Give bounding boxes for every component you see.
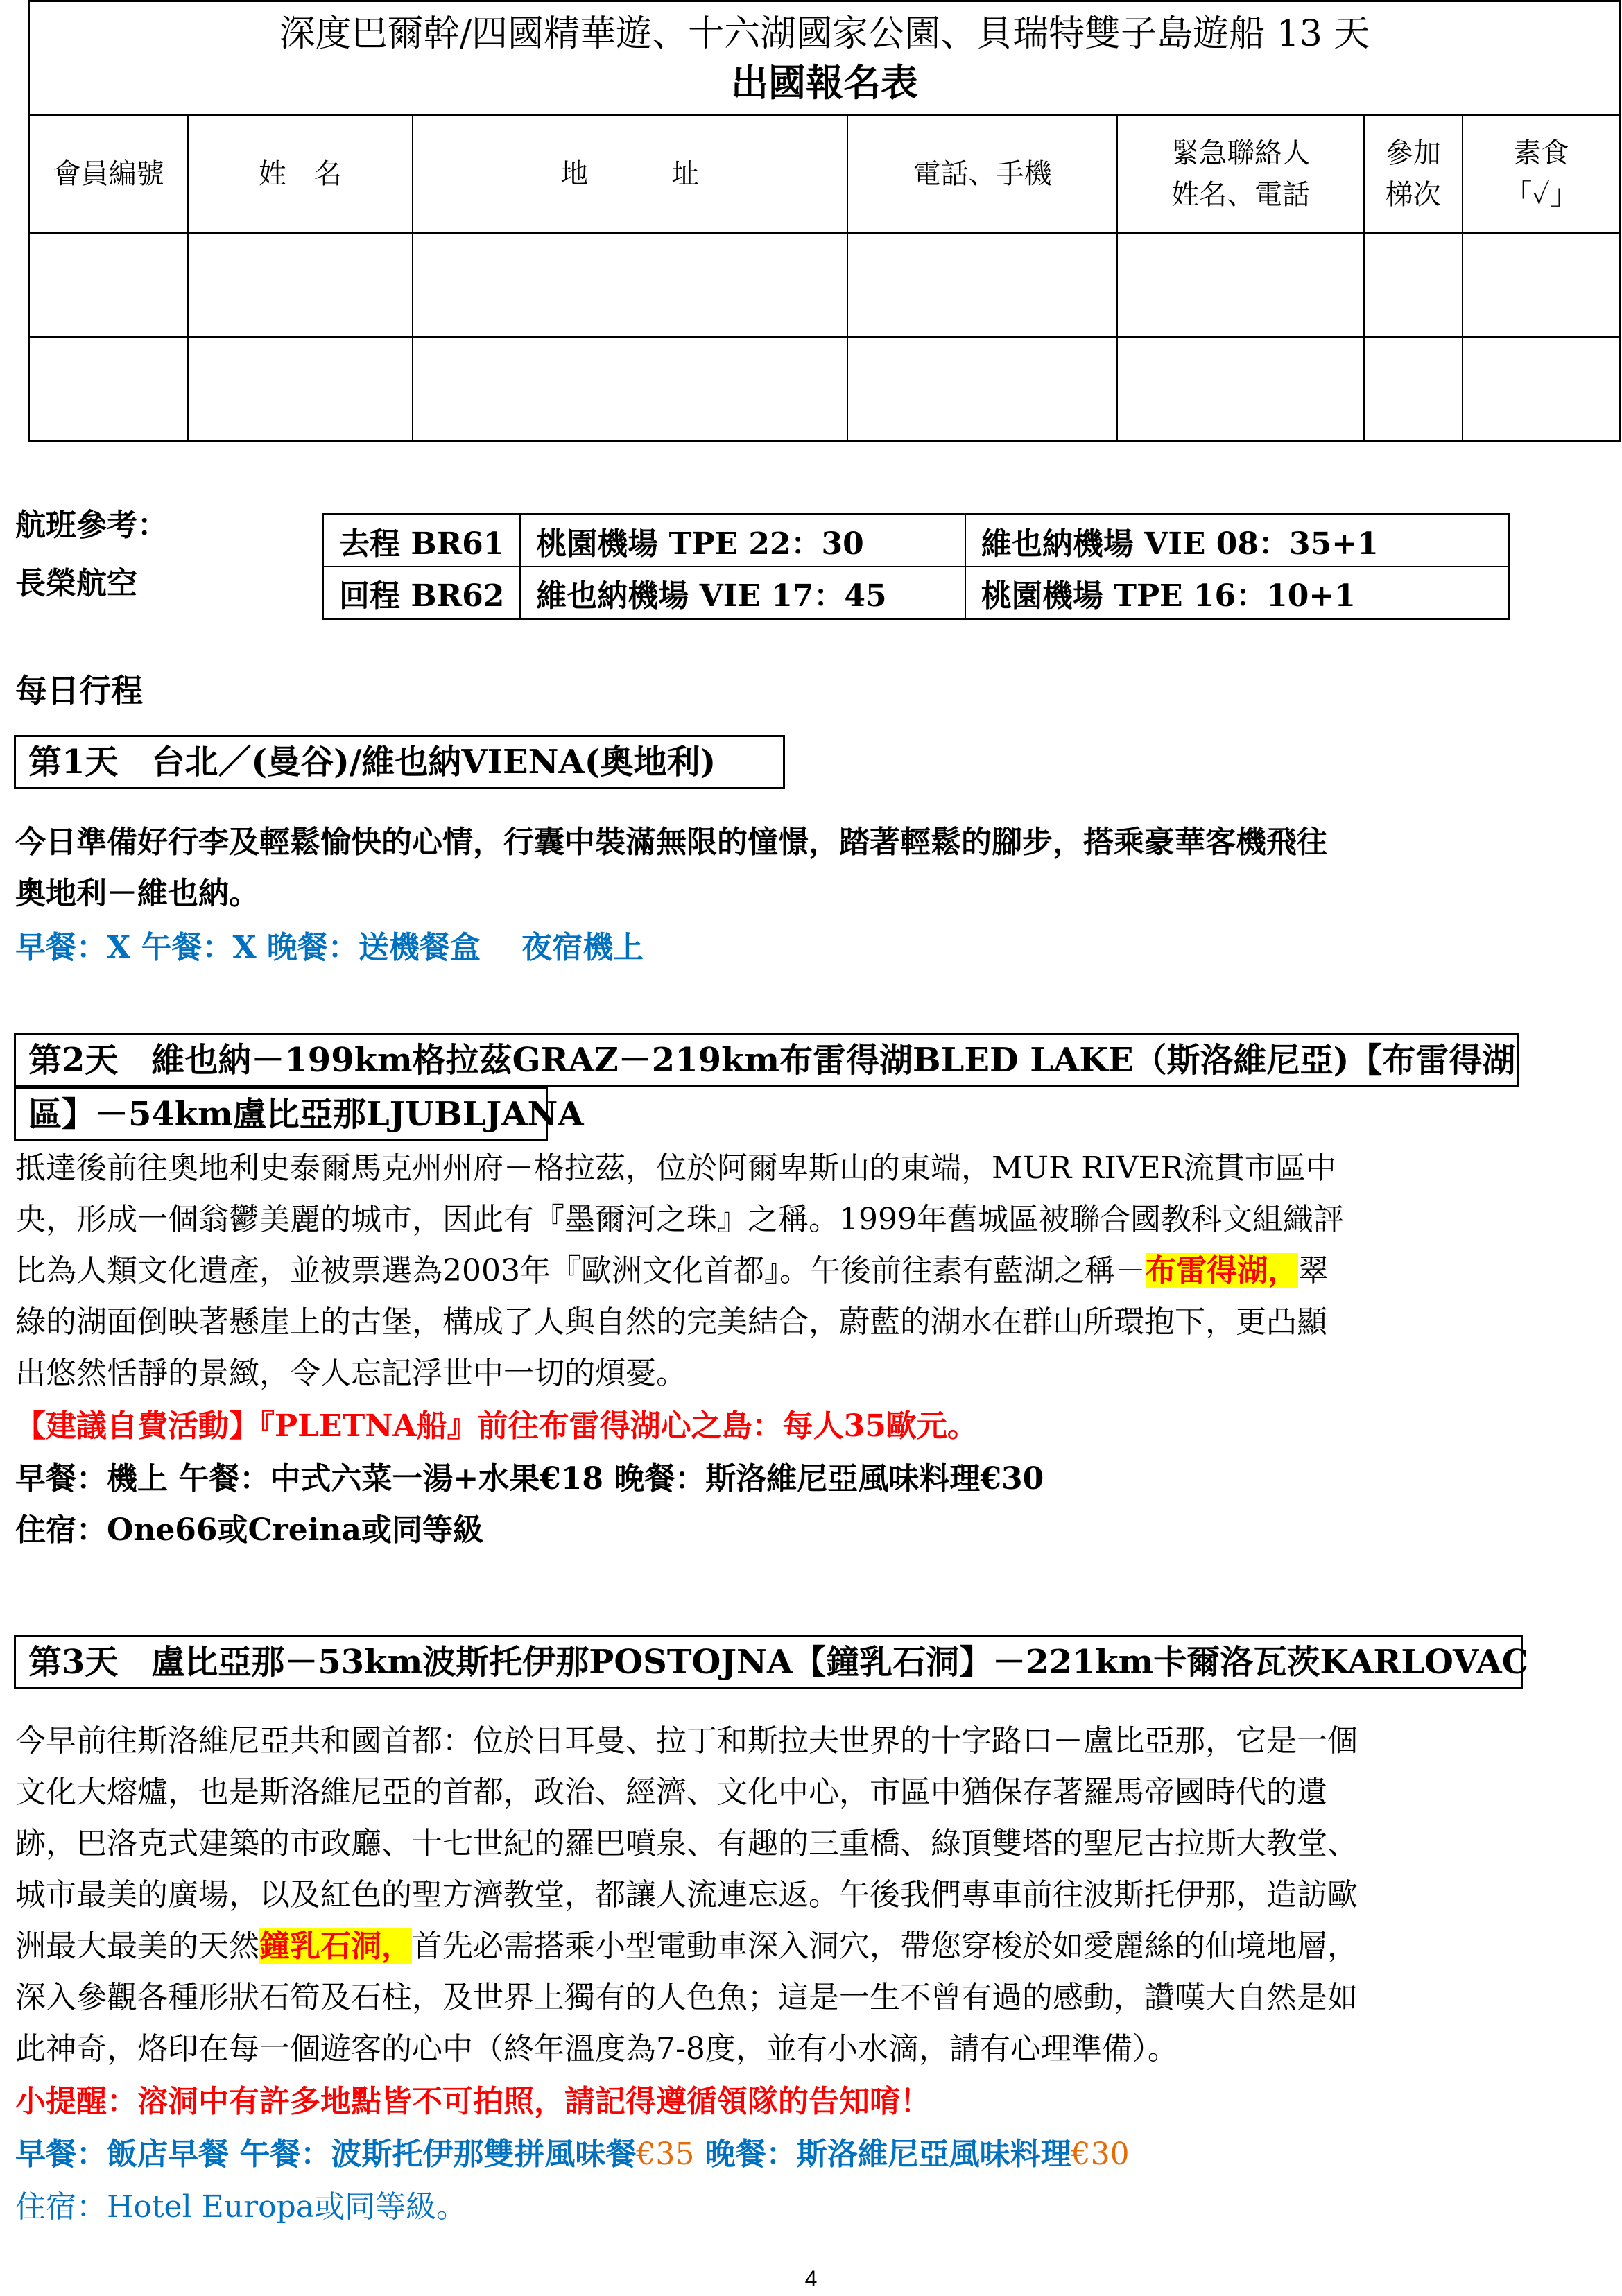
day3-lunch-price: €35 [636,2137,695,2172]
day2-line3-tail: 翠 [1297,1253,1329,1288]
day2-line3-text: 比為人類文化遺產，並被票選為2003年『歐洲文化首都』。午後前往素有藍湖之稱－ [15,1253,1146,1288]
day1-title: 第1天 台北／(曼谷)/維也納VIENA(奧地利) [14,735,785,789]
address-field[interactable] [413,233,847,337]
airline-name: 長榮航空 [15,566,137,601]
flight-departure: 桃園機場 TPE 22：30 [520,515,965,567]
col-phone: 電話、手機 [847,115,1117,233]
col-batch [1364,115,1463,233]
day2-title-line1: 第2天 維也納－199km格拉茲GRAZ－219km布雷得湖BLED LAKE（斯洛維尼亞)【布雷得湖 [14,1033,1519,1087]
flight-departure: 維也納機場 VIE 17：45 [520,567,965,619]
flight-arrival: 桃園機場 TPE 16：10+1 [965,567,1510,619]
form-row [29,233,1621,337]
phone-field[interactable] [847,233,1117,337]
day3-reminder: 小提醒：溶洞中有許多地點皆不可拍照，請記得遵循領隊的告知唷！ [15,2084,931,2119]
flight-table [322,513,1510,620]
form-subtitle: 出國報名表 [731,60,918,105]
day2-desc-line4: 綠的湖面倒映著懸崖上的古堡，構成了人與自然的完美結合，蔚藍的湖水在群山所環抱下，更凸顯 [15,1304,1327,1340]
day3-meals [15,2129,1130,2180]
col-address: 地 址 [413,115,847,233]
col-batch-line1: 參加 [1385,137,1441,169]
form-row [29,337,1621,442]
page-number: 4 [804,2266,818,2291]
day3-desc-line1: 今早前往斯洛維尼亞共和國首都：位於日耳曼、拉丁和斯拉夫世界的十字路口－盧比亞那，它是一個 [15,1723,1358,1759]
col-veg-line2: 「✓」 [1504,179,1578,211]
flight-label: 航班參考： [15,508,168,543]
col-batch-line2: 梯次 [1385,179,1441,211]
day3-line5-text: 洲最大最美的天然 [15,1928,259,1964]
day3-meals-lunch: 早餐：飯店早餐 午餐：波斯托伊那雙拼風味餐 [15,2137,637,2172]
col-member-id: 會員編號 [29,115,189,233]
day2-desc-line5: 出悠然恬靜的景緻，令人忘記浮世中一切的煩憂。 [15,1356,687,1391]
flight-code: 去程 BR61 [323,515,521,567]
daily-itinerary-heading: 每日行程 [15,672,143,709]
day1-desc-line2: 奧地利－維也納。 [15,876,259,911]
stalactite-cave-highlight: 鐘乳石洞， [259,1928,412,1964]
address-field[interactable] [413,337,847,442]
day2-meals: 早餐：機上 午餐：中式六菜一湯+水果€18 晚餐：斯洛維尼亞風味料理€30 [15,1461,1044,1496]
day3-desc-line6: 深入參觀各種形狀石筍及石柱，及世界上獨有的人色魚；這是一生不曾有過的感動，讚嘆大自然是如 [15,1980,1358,2015]
day3-desc-line4: 城市最美的廣場，以及紅色的聖方濟教堂，都讓人流連忘返。午後我們專車前往波斯托伊那，造訪歐 [15,1877,1358,1913]
col-emergency-line1: 緊急聯絡人 [1171,137,1311,169]
batch-field[interactable] [1364,233,1463,337]
col-emergency-line2: 姓名、電話 [1171,179,1311,211]
day1-desc-line1: 今日準備好行李及輕鬆愉快的心情，行囊中裝滿無限的憧憬，踏著輕鬆的腳步，搭乘豪華客機飛往 [15,825,1327,860]
day3-hotel: 住宿：Hotel Europa或同等級。 [15,2189,467,2225]
day3-line5-tail: 首先必需搭乘小型電動車深入洞穴，帶您穿梭於如愛麗絲的仙境地層， [412,1928,1358,1964]
registration-form [28,0,1621,442]
day3-desc-line3: 跡，巴洛克式建築的市政廳、十七世紀的羅巴噴泉、有趣的三重橋、綠頂雙塔的聖尼古拉斯大教堂、 [15,1826,1358,1861]
day2-desc-line3 [15,1245,1329,1297]
batch-field[interactable] [1364,337,1463,442]
col-name: 姓 名 [188,115,413,233]
col-vegetarian [1463,115,1621,233]
day3-title: 第3天 盧比亞那－53km波斯托伊那POSTOJNA【鐘乳石洞】－221km卡爾洛瓦茨KARLOVAC [14,1635,1523,1689]
member-id-field[interactable] [29,233,189,337]
vegetarian-field[interactable] [1463,233,1621,337]
vegetarian-field[interactable] [1463,337,1621,442]
col-emergency-contact [1117,115,1364,233]
day1-meals: 早餐：X 午餐：X 晚餐：送機餐盒 夜宿機上 [15,930,644,965]
form-title-cell [29,1,1621,116]
day2-optional-activity: 【建議自費活動】『PLETNA船』前往布雷得湖心之島：每人35歐元。 [15,1408,978,1444]
form-title: 深度巴爾幹/四國精華遊、十六湖國家公園、貝瑞特雙子島遊船 13 天 [279,13,1370,55]
day3-desc-line2: 文化大熔爐，也是斯洛維尼亞的首都，政治、經濟、文化中心，市區中猶保存著羅馬帝國時代的遺 [15,1775,1327,1810]
name-field[interactable] [188,337,413,442]
day3-desc-line5 [15,1921,1358,1972]
day2-hotel: 住宿：One66或Creina或同等級 [15,1512,483,1548]
member-id-field[interactable] [29,337,189,442]
emergency-field[interactable] [1117,337,1364,442]
bled-lake-highlight: 布雷得湖， [1145,1253,1298,1288]
flight-arrival: 維也納機場 VIE 08：35+1 [965,515,1510,567]
day3-meals-dinner: 晚餐：斯洛維尼亞風味料理 [694,2137,1071,2172]
day2-desc-line2: 央，形成一個翁鬱美麗的城市，因此有『墨爾河之珠』之稱。1999年舊城區被聯合國教科文組織評 [15,1202,1344,1237]
flight-row-return [323,567,1510,619]
day3-desc-line7: 此神奇，烙印在每一個遊客的心中（終年溫度為7-8度，並有小水滴，請有心理準備）。 [15,2031,1178,2066]
flight-code: 回程 BR62 [323,567,521,619]
col-veg-line1: 素食 [1513,137,1569,169]
day2-desc-line1: 抵達後前往奧地利史泰爾馬克州州府－格拉茲，位於阿爾卑斯山的東端，MUR RIVER流貫市區中 [15,1150,1336,1186]
phone-field[interactable] [847,337,1117,442]
flight-row-outbound [323,515,1510,567]
day2-title-line2: 區】－54km盧比亞那LJUBLJANA [14,1087,548,1141]
day3-dinner-price: €30 [1071,2137,1130,2172]
emergency-field[interactable] [1117,233,1364,337]
name-field[interactable] [188,233,413,337]
